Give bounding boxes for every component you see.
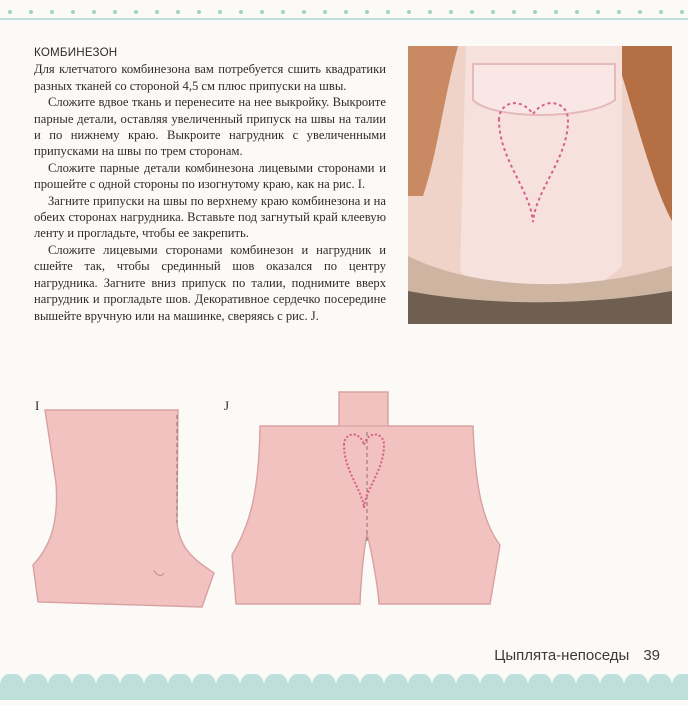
article-text [34,45,386,324]
figure-label-i: I [35,398,40,413]
bottom-ornament-border [0,674,688,700]
jumpsuit-photo [408,46,672,324]
page-footer [470,647,660,664]
figure-i-pattern [28,405,218,610]
article-heading: КОМБИНЕЗОН [34,46,118,59]
bottom-scallop-svg [0,674,688,700]
jumpsuit-photo-illustration [408,46,672,324]
paragraph-4: Загните припуски на швы по верхнему краю комбинезона и на обеих сторонах нагрудника. Вставьте под загнутый край клеевую ленту и прогладьте, чтобы ее закрепить. [34,193,386,241]
figure-label-j: J [224,398,230,413]
paragraph-2: Сложите вдвое ткань и перенесите на нее выкройку. Выкроите парные детали, оставляя увеличенный припуск на швы на талии и по нижнему краю. Выкроите нагрудник с увеличенными припусками на швы по трем сторонам. [34,95,386,159]
page-number: 39 [643,647,660,664]
top-ornament-svg [0,0,688,24]
figure-j-pattern [228,390,508,610]
paragraph-3: Сложите парные детали комбинезона лицевыми сторонами и прошейте с одной стороны по изогнутому краю, как на рис. I. [34,160,386,192]
section-title: Цыплята-непоседы [494,647,630,664]
top-ornament-border [0,0,688,24]
paragraph-1: Для клетчатого комбинезона вам потребуется сшить квадратики разных тканей со стороной 4,5 см плюс припуски на швы. [34,62,386,93]
paragraph-5: Сложите лицевыми сторонами комбинезон и нагрудник и сшейте так, чтобы срединный шов оказался по центру нагрудника. Загните вниз припуск по талии, поднимите вверх нагрудник и прогладьте шов. Декоративное сердечко посередине вышейте вручную или на машинке, сверяясь с рис. J. [34,242,386,323]
